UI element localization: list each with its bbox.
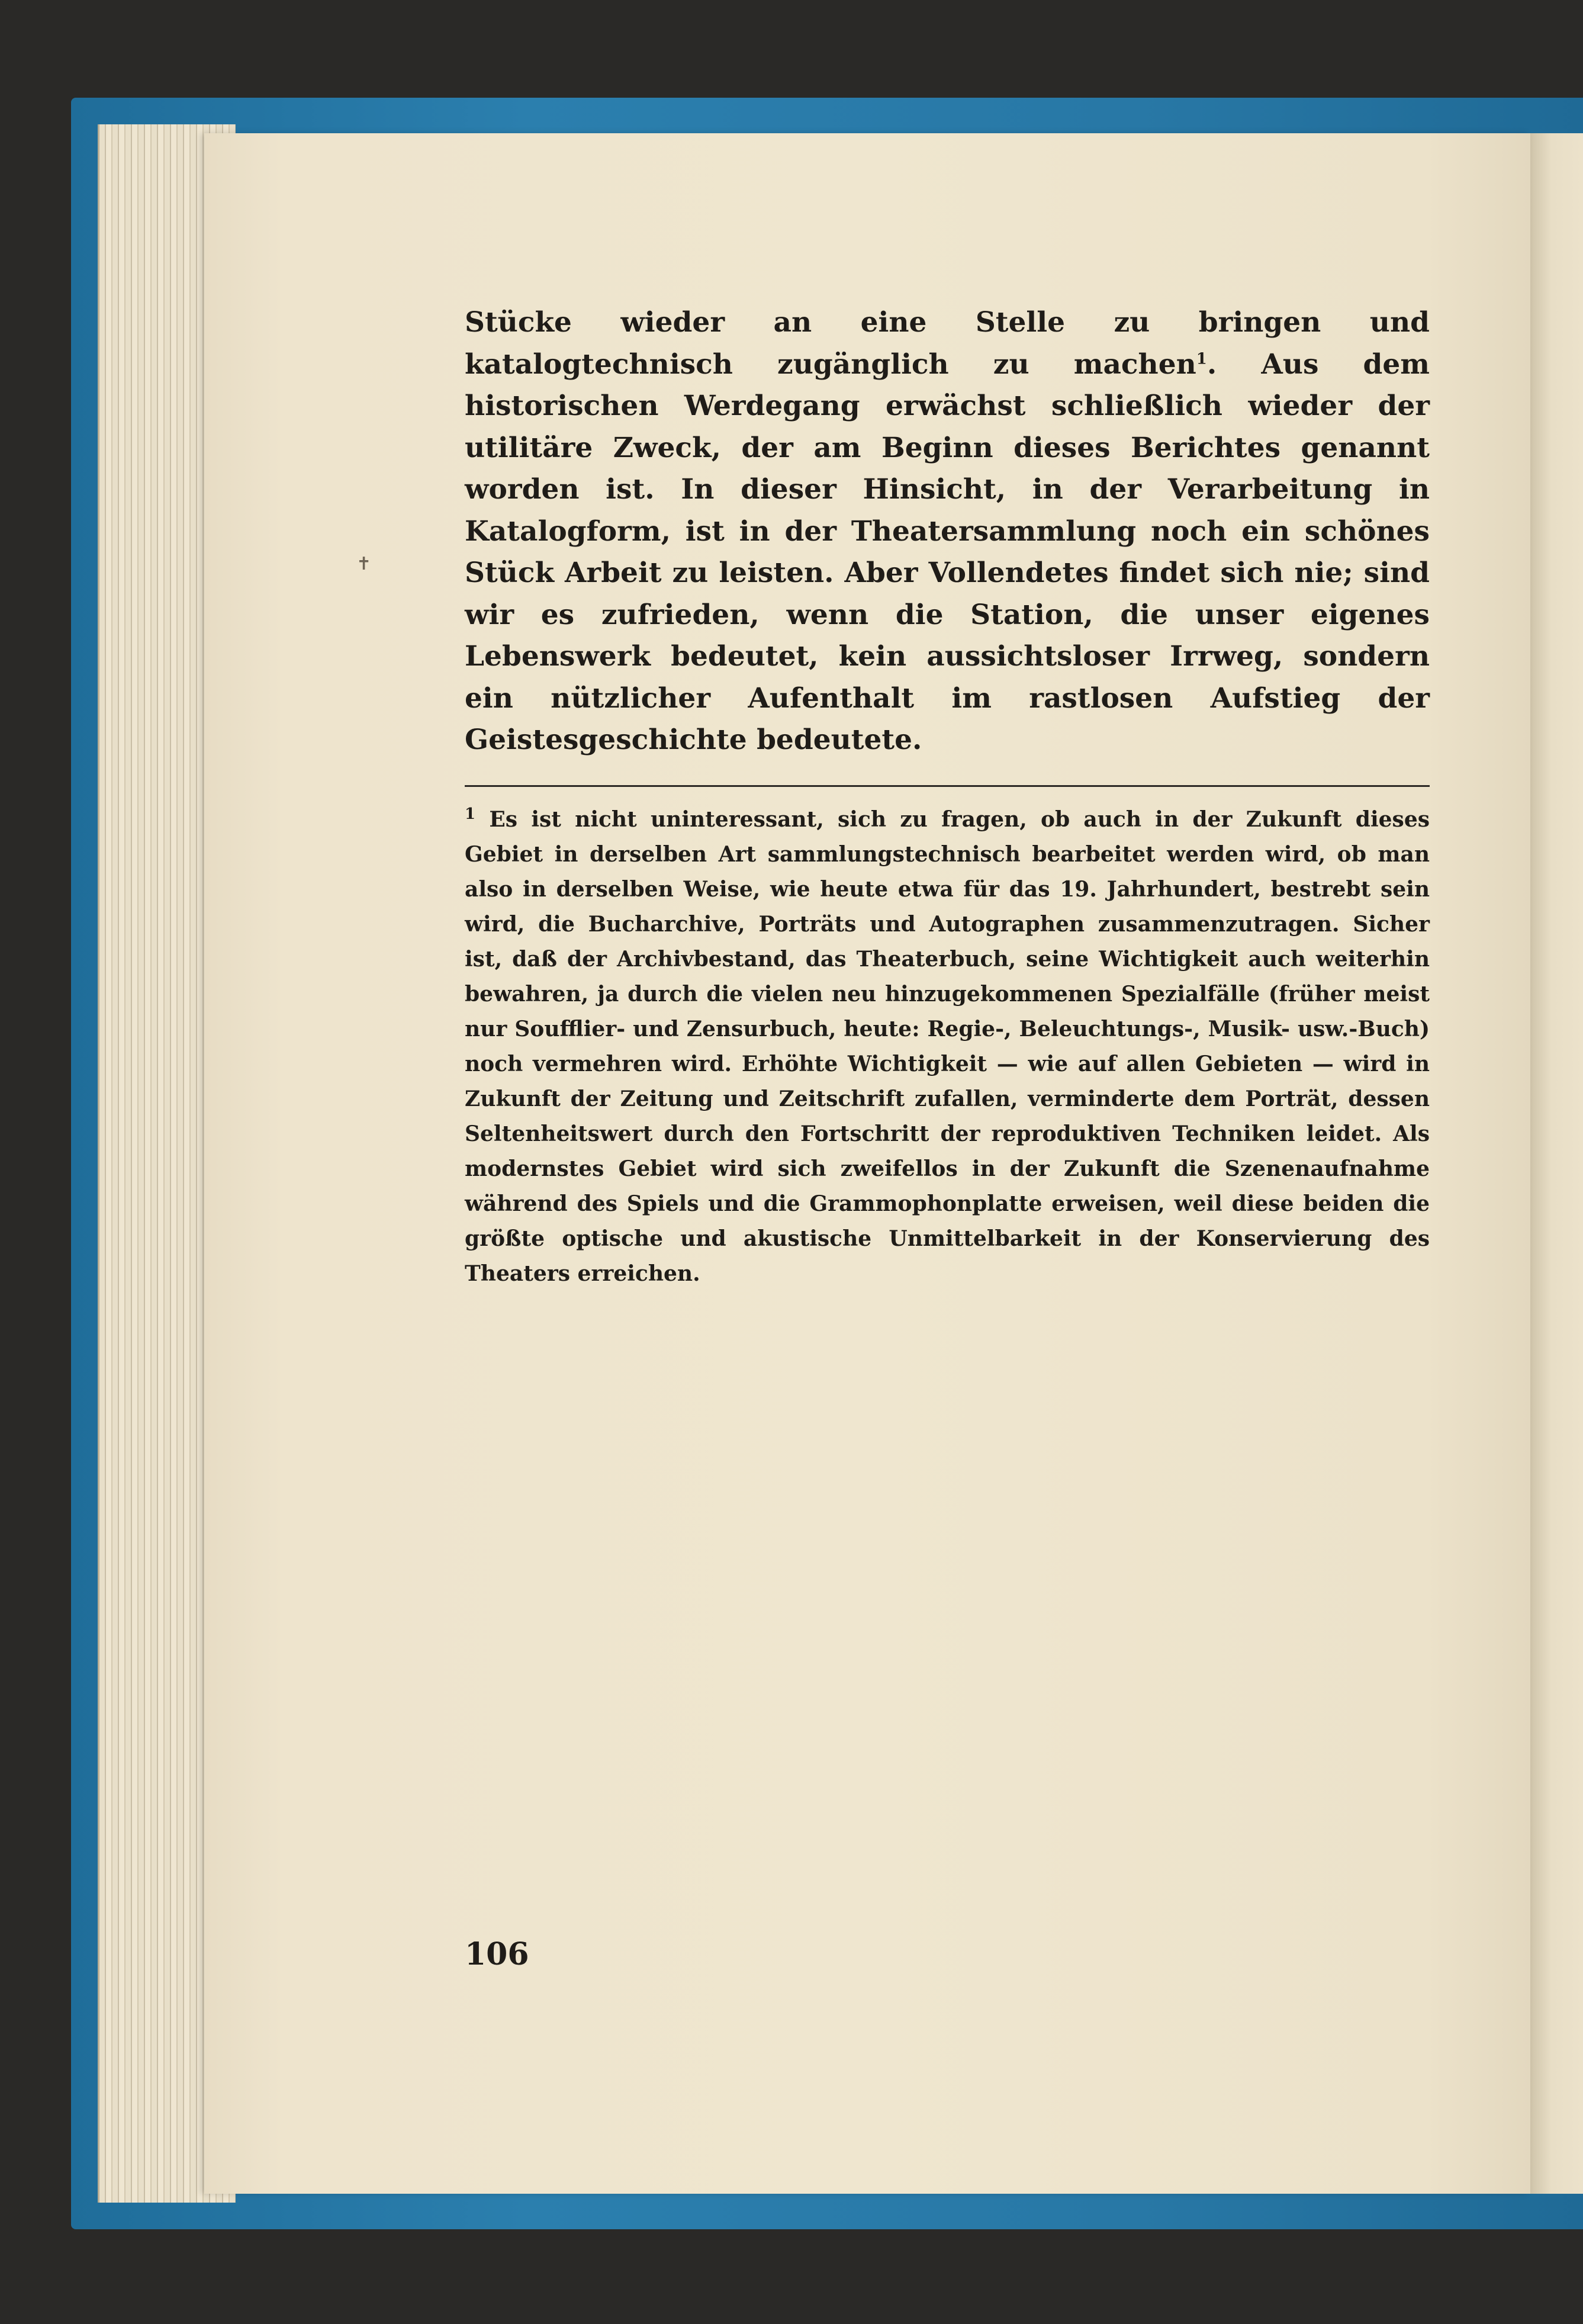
footnote-text: Es ist nicht uninteressant, sich zu fragen, ob auch in der Zukunft dieses Gebiet in derselben Art sammlungstechnisch bearbeitet werden wird, ob man also in derselben Weise, wie heute etwa für das 19. Jahrhundert, bestrebt sein wird, die Bucharchive, Porträts und Autographen zusammenzutragen. Sicher ist, daß der Archivbestand, das Theaterbuch, seine Wichtigkeit auch weiterhin bewahren, ja durch die vielen neu hinzugekommenen Spezialfälle (früher meist nur Soufflier- und Zensurbuch, heute: Regie-, Beleuchtungs-, Musik- usw.-Buch) noch vermehren wird. Erhöhte Wichtigkeit — wie auf allen Gebieten — wird in Zukunft der Zeitung und Zeitschrift zufallen, verminderte dem Porträt, dessen Seltenheitswert durch den Fortschritt der reproduktiven Techniken leidet. Als modernstes Gebiet wird sich zweifellos in der Zukunft die Szenenaufnahme während des Spiels und die Grammophonplatte erweisen, weil diese beiden die größte optische und akustische Unmittelbarkeit in der Konservierung des Theaters erreichen. xyxy=(465,806,1430,1286)
footnote-reference: 1 xyxy=(1196,349,1207,368)
footnote xyxy=(465,802,1430,1291)
margin-mark: ✝ xyxy=(356,554,372,574)
footnote-marker: 1 xyxy=(465,805,476,823)
main-paragraph xyxy=(465,302,1430,761)
page-number: 106 xyxy=(465,1936,529,1972)
main-paragraph-rest: . Aus dem historischen Werdegang erwächst schließlich wieder der utilitäre Zweck, der am Beginn dieses Berichtes genannt worden ist. In dieser Hinsicht, in der Verarbeitung in Katalogform, ist in der Theatersammlung noch ein schönes Stück Arbeit zu leisten. Aber Vollendetes findet sich nie; sind wir es zufrieden, wenn die Station, die unser eigenes Lebenswerk bedeutet, kein aussichtsloser Irrweg, sondern ein nützlicher Aufenthalt im rastlosen Aufstieg der Geistesgeschichte bedeutete. xyxy=(465,348,1430,756)
page-content xyxy=(465,302,1430,1291)
main-paragraph-text: Stücke wieder an eine Stelle zu bringen und katalogtechnisch zugänglich zu machen xyxy=(465,306,1430,381)
next-page-edge xyxy=(1530,133,1583,2194)
footnote-divider xyxy=(465,785,1430,787)
